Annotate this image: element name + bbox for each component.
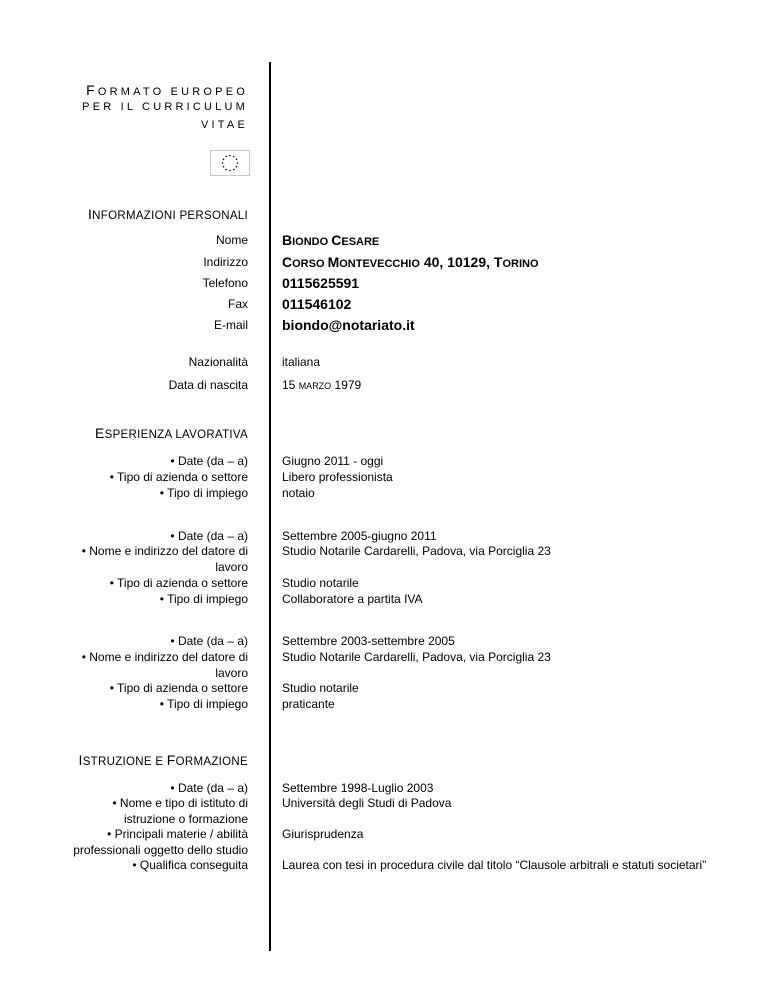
label-date: • Date (da – a) [170,529,248,543]
section-title-experience [95,425,248,441]
nascita-month: MARZO [298,381,332,391]
vertical-divider [269,62,271,951]
job1-azienda: Libero professionista [282,470,393,484]
ind-cap: C [282,254,293,270]
label-istituto: • Nome e tipo di istituto di istruzione o formazione [112,796,248,826]
header-line-1 [86,82,248,98]
value-telefono: 0115625591 [282,275,360,291]
job2-datore: Studio Notarile Cardarelli, Padova, via Porciglia 23 [282,544,551,558]
job2-azienda: Studio notarile [282,576,359,590]
ind-rest: ONTEVECCHIO [339,258,420,270]
value-nascita [282,377,361,394]
section-cap: I [78,752,83,768]
job3-azienda: Studio notarile [282,681,359,695]
label-tipo-azienda: • Tipo di azienda o settore [109,681,248,695]
nome-cap: C [331,232,342,248]
label-datore: • Nome e indirizzo del datore di lavoro [81,650,248,680]
label-nome: Nome [215,233,248,247]
label-qualifica: • Qualifica conseguita [132,858,248,872]
section-rest: STRUZIONE E [82,756,167,768]
value-nome [282,232,379,248]
value-nazionalita: italiana [282,355,321,369]
edu-istituto: Università degli Studi di Padova [282,796,452,810]
nome-cap: B [282,232,293,248]
label-date: • Date (da – a) [170,634,248,648]
section-cap: E [94,425,105,441]
label-nascita: Data di nascita [168,378,248,392]
label-materie: • Principali materie / abilità professionali oggetto dello studio [73,827,248,857]
label-tipo-impiego: • Tipo di impiego [159,486,248,500]
job1-impiego: notaio [282,486,315,500]
job3-impiego: praticante [282,697,335,711]
ind-rest: ORINO [502,258,539,270]
nascita-year: 1979 [331,378,362,392]
ind-rest: ORSO [292,258,328,270]
label-edu-date: • Date (da – a) [170,781,248,795]
nome-rest: IONDO [292,236,332,248]
ind-cap: M [327,254,340,270]
label-date: • Date (da – a) [170,454,248,468]
header-rest: ORMATO EUROPEO [97,86,248,98]
label-tipo-impiego: • Tipo di impiego [159,697,248,711]
header-line-2: PER IL CURRICULUM [82,101,248,113]
value-email[interactable]: biondo@notariato.it [282,317,415,333]
section-rest: ORMAZIONE [175,756,248,768]
label-indirizzo: Indirizzo [203,255,248,269]
job3-datore: Studio Notarile Cardarelli, Padova, via Porciglia 23 [282,650,551,664]
value-fax: 011546102 [282,296,352,312]
header-line-3: VITAE [201,119,248,131]
nome-rest: ESARE [341,236,380,248]
label-datore: • Nome e indirizzo del datore di lavoro [81,544,248,574]
section-rest: NFORMAZIONI PERSONALI [92,210,248,222]
job1-date: Giugno 2011 - oggi [282,454,384,468]
label-email: E-mail [213,318,248,332]
edu-qualifica: Laurea con tesi in procedura civile dal titolo “Clausole arbitrali e statuti societari” [282,858,707,872]
section-cap: I [87,206,93,222]
eu-flag-logo [210,150,250,176]
section-rest: SPERIENZA LAVORATIVA [104,429,248,441]
label-tipo-azienda: • Tipo di azienda o settore [109,470,248,484]
label-telefono: Telefono [202,276,248,290]
job2-date: Settembre 2005-giugno 2011 [282,529,437,543]
section-title-personal [88,206,248,222]
section-cap: F [166,752,176,768]
label-nazionalita: Nazionalità [188,355,248,369]
job3-date: Settembre 2003-settembre 2005 [282,634,455,648]
edu-materie: Giurisprudenza [282,827,364,841]
edu-date: Settembre 1998-Luglio 2003 [282,781,434,795]
section-title-education [78,752,248,768]
ind-cap: T [493,254,503,270]
label-tipo-azienda: • Tipo di azienda o settore [109,576,248,590]
ind-mid: 40, 10129, [419,254,494,270]
nascita-day: 15 [282,378,299,392]
value-indirizzo [282,254,539,270]
header-cap: F [86,82,98,98]
job2-impiego: Collaboratore a partita IVA [282,592,423,606]
label-fax: Fax [227,297,248,311]
label-tipo-impiego: • Tipo di impiego [159,592,248,606]
